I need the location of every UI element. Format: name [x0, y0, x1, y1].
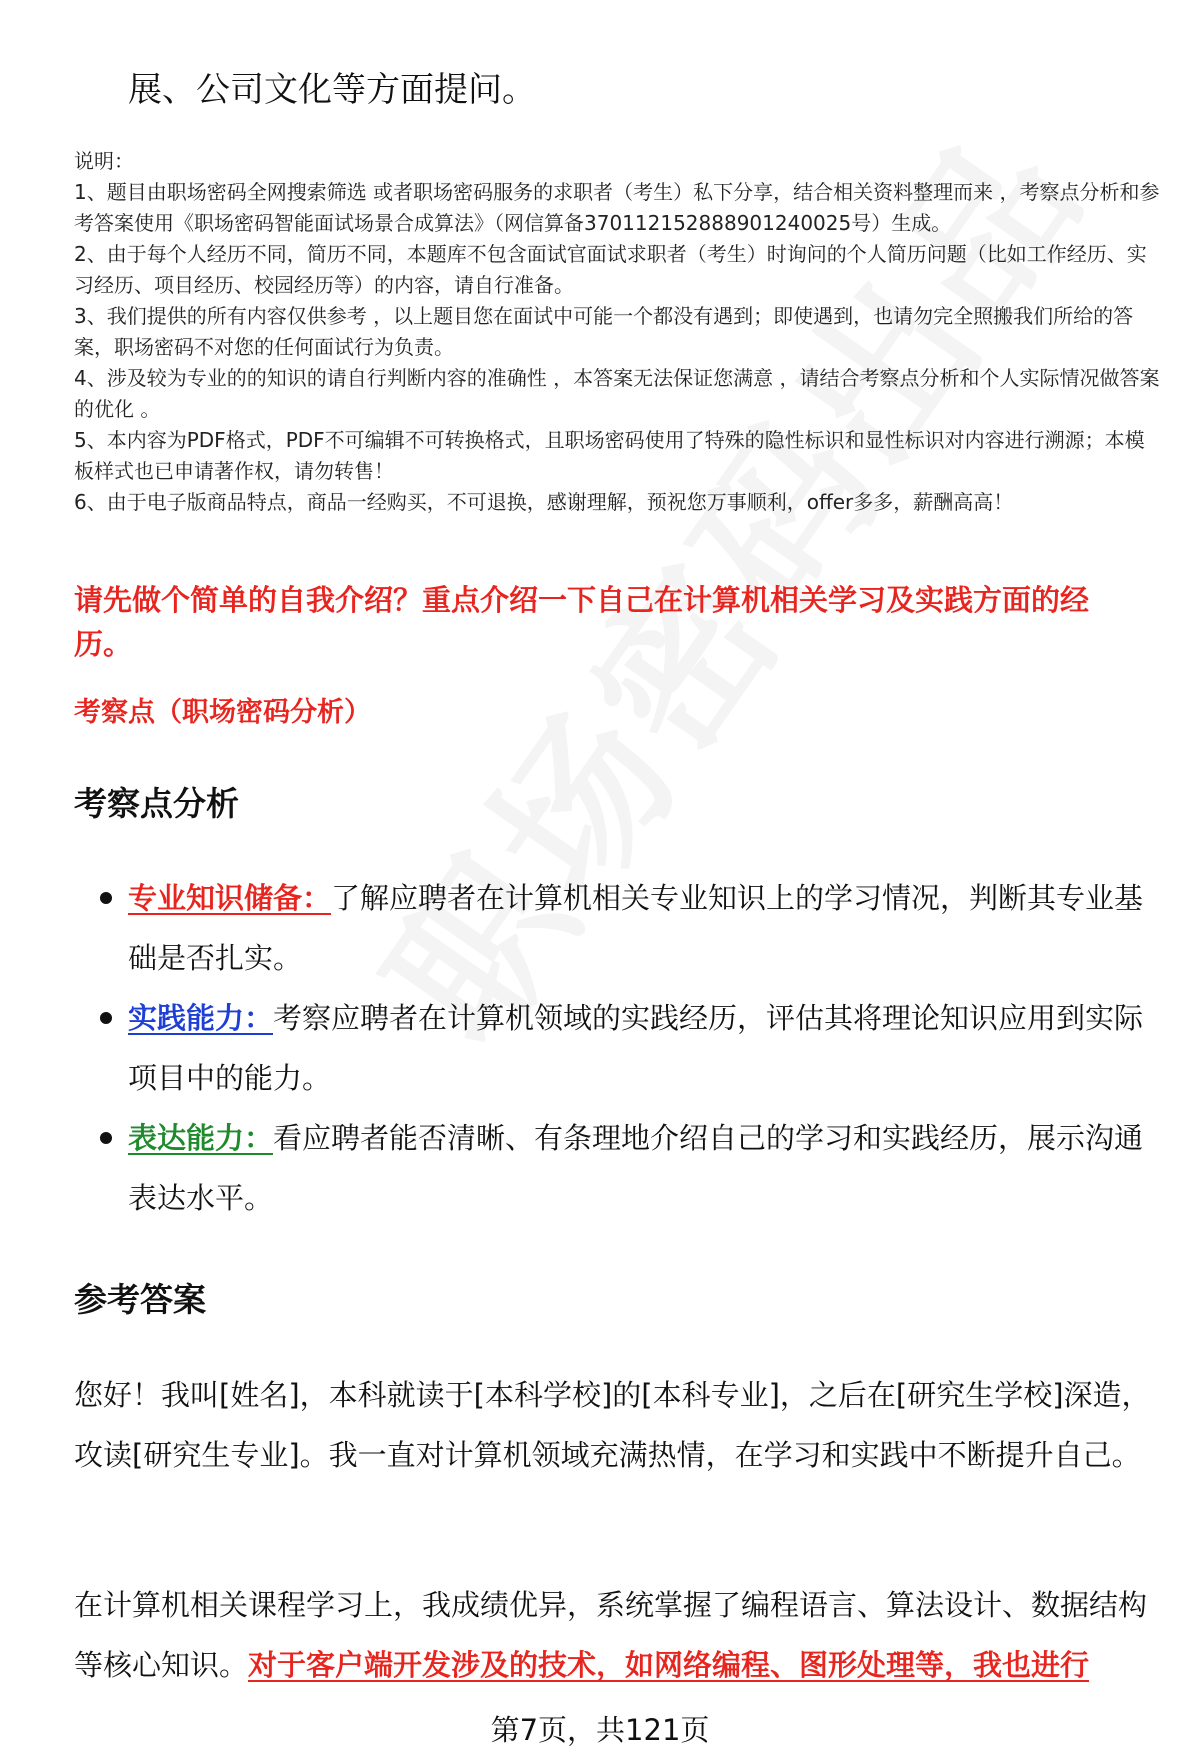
point-key: 专业知识储备： [128, 881, 332, 915]
point-key: 表达能力： [128, 1121, 274, 1155]
notes-title: 说明： [74, 149, 134, 173]
answer-paragraph: 您好！我叫[姓名]，本科就读于[本科学校]的[本科专业]，之后在[研究生学校]深造，攻读[研究生专业]。我一直对计算机领域充满热情，在学习和实践中不断提升自己。 [74, 1378, 1151, 1472]
point-text: 考察应聘者在计算机领域的实践经历，评估其将理论知识应用到实际项目中的能力。 [128, 1001, 1144, 1095]
bullet-icon [100, 1132, 112, 1144]
analysis-points [100, 868, 1160, 1228]
answer-text-plain: 在计算机相关课程学习上，我成绩优异，系统掌握了编程语言、算法设计、数据结构等核心知识。 [74, 1588, 1148, 1682]
notes-item: 6、由于电子版商品特点，商品一经购买，不可退换，感谢理解，预祝您万事顺利，offer多多，薪酬高高！ [74, 490, 1014, 514]
bullet-icon [100, 892, 112, 904]
analysis-point [100, 988, 1160, 1108]
point-text: 看应聘者能否清晰、有条理地介绍自己的学习和实践经历，展示沟通表达水平。 [128, 1121, 1144, 1215]
bullet-icon [100, 1012, 112, 1024]
interview-question: 请先做个简单的自我介绍？重点介绍一下自己在计算机相关学习及实践方面的经历。 [74, 583, 1090, 661]
notes-item: 1、题目由职场密码全网搜索筛选 或者职场密码服务的求职者（考生）私下分享，结合相关资料整理而来 ，考察点分析和参考答案使用《职场密码智能面试场景合成算法》（网信算备370112152888901240025号）生成。 [74, 180, 1160, 235]
answer-paragraph [74, 1575, 1154, 1695]
notes-item: 4、涉及较为专业的的知识的请自行判断内容的准确性 ，本答案无法保证您满意 ，请结合考察点分析和个人实际情况做答案的优化 。 [74, 366, 1160, 421]
continued-text: 展、公司文化等方面提问。 [128, 70, 536, 110]
point-key: 实践能力： [128, 1001, 274, 1035]
notes-section [74, 146, 1160, 518]
page-number: 第7页，共121页 [490, 1713, 710, 1747]
analysis-point [100, 868, 1160, 988]
analysis-heading: 考察点分析 [74, 784, 239, 823]
notes-item: 2、由于每个人经历不同，简历不同，本题库不包含面试官面试求职者（考生）时询问的个人简历问题（比如工作经历、实习经历、项目经历、校园经历等）的内容，请自行准备。 [74, 242, 1147, 297]
notes-item: 3、我们提供的所有内容仅供参考 ，以上题目您在面试中可能一个都没有遇到；即使遇到，也请勿完全照搬我们所给的答案，职场密码不对您的任何面试行为负责。 [74, 304, 1134, 359]
point-text: 了解应聘者在计算机相关专业知识上的学习情况，判断其专业基础是否扎实。 [128, 881, 1144, 975]
answer-heading: 参考答案 [74, 1280, 206, 1319]
analysis-point [100, 1108, 1160, 1228]
analysis-tag: 考察点（职场密码分析） [74, 697, 371, 728]
answer-text-highlight: 对于客户端开发涉及的技术，如网络编程、图形处理等，我也进行 [248, 1648, 1090, 1682]
notes-item: 5、本内容为PDF格式，PDF不可编辑不可转换格式，且职场密码使用了特殊的隐性标识和显性标识对内容进行溯源；本模板样式也已申请著作权，请勿转售！ [74, 428, 1145, 483]
